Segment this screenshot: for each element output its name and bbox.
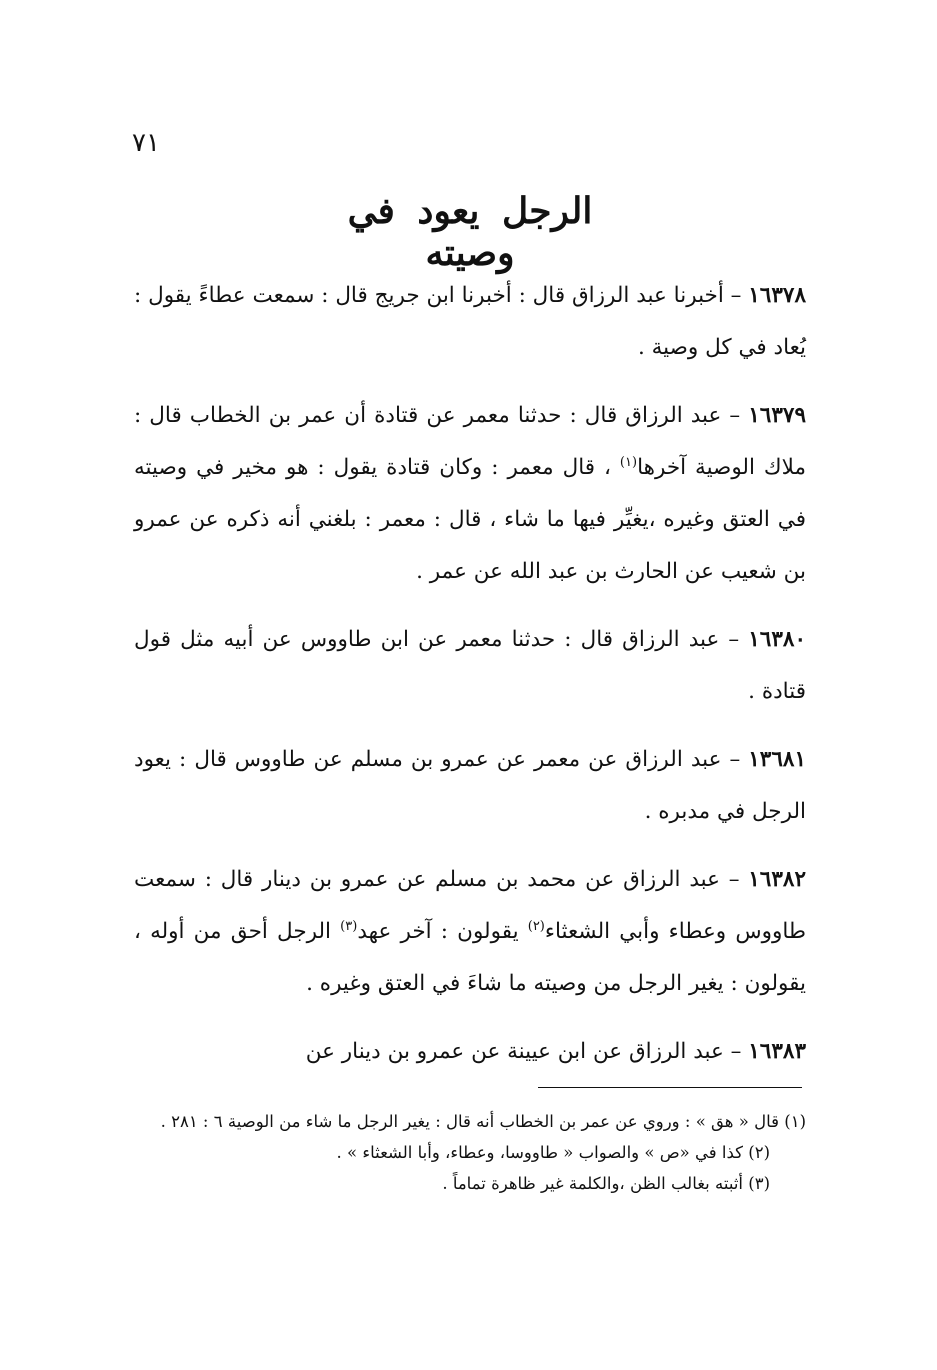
body-text [134, 270, 806, 1094]
footnote-1: (١) قال « هق » : وروي عن عمر بن الخطاب أنه قال : يغير الرجل ما شاء من الوصية ٦ : ٢٨١ . [160, 1112, 806, 1131]
footnote-2: (٢) كذا في «ص » والصواب « طاووسا، وعطاء، وأبا الشعثاء » . [336, 1143, 770, 1162]
entry-text: – عبد الرزاق قال : حدثنا معمر عن ابن طاووس عن أبيه مثل قول قتادة . [134, 627, 806, 704]
entry-text: – عبد الرزاق عن محمد بن مسلم عن عمرو بن دينار قال : سمعت طاووس وعطاء وأبي الشعثاء [134, 867, 806, 944]
entry-text: يقولون : آخر عهد [357, 919, 528, 944]
entry-16378 [134, 270, 806, 374]
entry-number: ١٦٣٨٣ [748, 1039, 806, 1064]
footnote-marker: (١) [619, 454, 638, 470]
entry-text: – عبد الرزاق قال : حدثنا معمر عن قتادة أن عمر بن الخطاب قال : ملاك الوصية آخرها [134, 403, 806, 480]
entry-number: ١٦٣٨٠ [748, 627, 806, 652]
entry-number: ١٦٣٧٨ [748, 283, 806, 308]
entry-text: – عبد الرزاق عن ابن عيينة عن عمرو بن دينار عن [305, 1039, 749, 1064]
footnote-marker: (٢) [527, 918, 545, 934]
entry-number: ١٣٦٨١ [748, 747, 806, 772]
entry-number: ١٦٣٧٩ [748, 403, 806, 428]
page-number: ٧١ [132, 128, 160, 158]
entry-number: ١٦٣٨٢ [748, 867, 806, 892]
entry-text: ، قال معمر : وكان قتادة يقول : هو مخير في وصيته في العتق وغيره ،يغيِّر فيها ما شاء ، قال : معمر : بلغني أنه ذكره عن عمرو بن شعيب عن الحارث بن عبد الله عن عمر . [134, 455, 806, 584]
footnote-marker: (٣) [340, 918, 358, 934]
entry-16383 [134, 1026, 806, 1078]
footnotes [134, 1108, 806, 1201]
entry-16382 [134, 854, 806, 1010]
entry-16379 [134, 390, 806, 598]
entry-text: الرجل أحق من أوله ، يقولون : يغير الرجل من وصيته ما شاءَ في العتق وغيره . [134, 919, 806, 996]
footnote-separator [538, 1087, 802, 1088]
footnote-3: (٣) أثبته بغالب الظن ،والكلمة غير ظاهرة تماماً . [442, 1174, 770, 1193]
entry-text: – أخبرنا عبد الرزاق قال : أخبرنا ابن جريج قال : سمعت عطاءً يقول : يُعاد في كل وصية . [134, 283, 806, 360]
entry-16380 [134, 614, 806, 718]
entry-13681 [134, 734, 806, 838]
chapter-title: الرجل يعود في وصيته [347, 190, 593, 274]
entry-text: – عبد الرزاق عن معمر عن عمرو بن مسلم عن طاووس قال : يعود الرجل في مدبره . [134, 747, 806, 824]
